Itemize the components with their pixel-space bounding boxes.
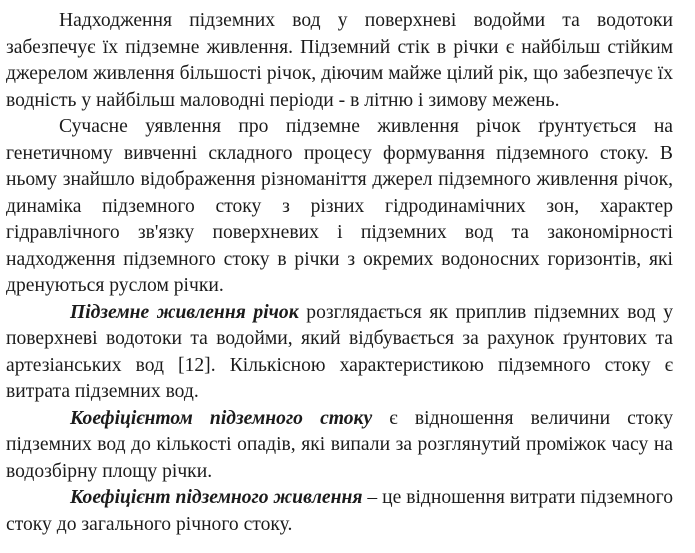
paragraph-definition-runoff-coefficient [6, 406, 673, 486]
paragraph-text: є відношення величини стоку підземних вод до кількості опадів, які випали за розглянутий проміжок часу на водозбірну площу річки. [6, 407, 673, 482]
paragraph-text: – це відношення витрати підземного стоку до загального річного стоку. [6, 487, 673, 535]
term-feeding-coefficient: Коефіцієнт підземного живлення [70, 487, 363, 508]
paragraph-definition-feeding-coefficient [6, 485, 673, 538]
term-underground-feeding: Підземне живлення річок [70, 301, 299, 323]
paragraph-text: Надходження підземних вод у поверхневі водойми та водотоки забезпечує їх підземне живлення. Підземний стік в річки є найбільш стійким джерелом живлення більшості річок, діючим майже цілий рік, що забезпечує їх водність у найбільш маловодні періоди - в літню і зимову межень. [6, 10, 673, 111]
paragraph-text: Сучасне уявлення про підземне живлення річок ґрунтується на генетичному вивченні складного процесу формування підземного стоку. В ньому знайшло відображення різноманіття джерел підземного живлення річок, динаміка підземного стоку з різних гідродинамічних зон, характер гідравлічного зв'язку поверхневих і підземних вод та закономірності надходження підземного стоку в річки з окремих водоносних горизонтів, які дренуються руслом річки. [6, 116, 673, 296]
paragraph-text: розглядається як приплив підземних вод у поверхневі водотоки та водойми, який відбувається за рахунок ґрунтових та артезіанських вод [12]. Кількісною характеристикою підземного стоку є витрата підземних вод. [6, 301, 674, 402]
paragraph-groundwater-inflow [6, 8, 673, 114]
paragraph-definition-underground-feeding [6, 300, 673, 406]
term-runoff-coefficient: Коефіцієнтом підземного стоку [70, 407, 373, 429]
paragraph-modern-understanding [6, 114, 673, 300]
